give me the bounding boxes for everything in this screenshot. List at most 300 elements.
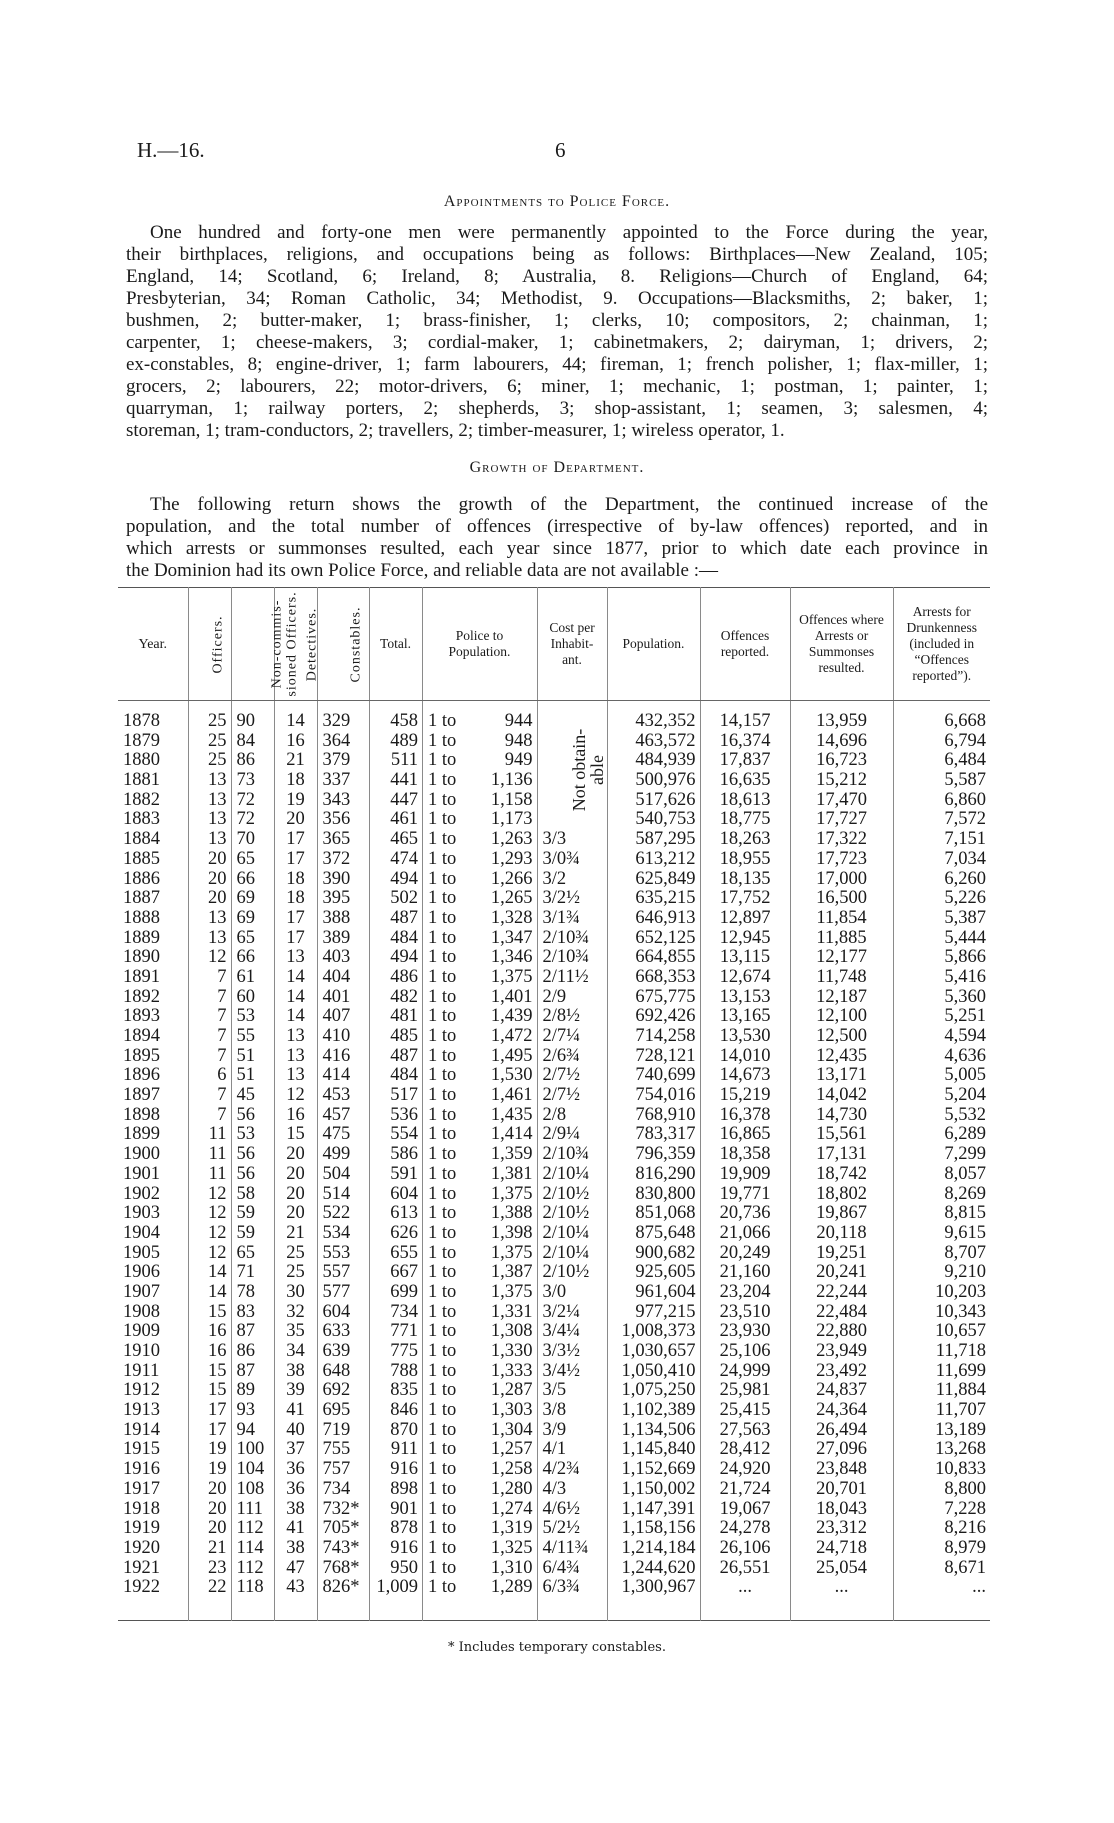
- cell-constables: 401: [317, 988, 369, 1008]
- cell-arrests: 17,131: [790, 1145, 893, 1165]
- cell-offences: 12,674: [700, 968, 790, 988]
- cell-nco: 93: [231, 1401, 274, 1421]
- cell-cost: 4/1: [537, 1440, 607, 1460]
- cell-officers: 15: [188, 1362, 231, 1382]
- cell-nco: 66: [231, 948, 274, 968]
- cell-officers: 12: [188, 1224, 231, 1244]
- cell-population: 1,150,002: [607, 1480, 700, 1500]
- cell-officers: 20: [188, 850, 231, 870]
- ratio-value: 1,266: [490, 868, 533, 889]
- cell-cost: 2/8: [537, 1106, 607, 1126]
- header-cost-per-inhabitant: Cost per Inhabit-ant.: [537, 588, 607, 701]
- cell-constables: 453: [317, 1086, 369, 1106]
- cell-nco: 69: [231, 909, 274, 929]
- table-row: [118, 850, 990, 870]
- cell-officers: 12: [188, 1244, 231, 1264]
- cell-year: 1898: [123, 1104, 160, 1125]
- cell-drunkenness: 11,718: [893, 1342, 990, 1362]
- ratio-value: 944: [504, 711, 533, 731]
- page-number: 6: [555, 138, 566, 162]
- cell-police-to-population: [422, 1500, 537, 1520]
- cell-cost: 3/3: [537, 830, 607, 850]
- cell-constables: 734: [317, 1480, 369, 1500]
- table-row: [118, 1204, 990, 1224]
- cell-nco: 51: [231, 1066, 274, 1086]
- ratio-value: 1,388: [490, 1203, 533, 1224]
- cell-detectives: 13: [274, 948, 317, 968]
- cell-population: 754,016: [607, 1086, 700, 1106]
- cell-population: 768,910: [607, 1106, 700, 1126]
- document-reference: H.—16.: [137, 138, 205, 162]
- cell-total: 494: [369, 870, 422, 890]
- cell-constables: 692: [317, 1381, 369, 1401]
- table-row: [118, 1224, 990, 1244]
- cell-nco: 65: [231, 929, 274, 949]
- cell-constables: 743*: [317, 1539, 369, 1559]
- cell-police-to-population: [422, 850, 537, 870]
- cell-nco: 86: [231, 1342, 274, 1362]
- cell-detectives: 16: [274, 732, 317, 752]
- cell-year: 1887: [123, 888, 160, 909]
- table-row: [118, 1401, 990, 1421]
- cell-cost: 2/10¼: [537, 1244, 607, 1264]
- cell-year: 1900: [123, 1144, 160, 1165]
- cell-nco: 84: [231, 732, 274, 752]
- table-row: [118, 1381, 990, 1401]
- ratio-prefix: 1 to: [428, 809, 457, 830]
- cell-cost: 2/9¼: [537, 1125, 607, 1145]
- cell-nco: 61: [231, 968, 274, 988]
- ratio-value: 1,381: [490, 1163, 533, 1184]
- ratio-prefix: 1 to: [428, 927, 457, 948]
- cell-police-to-population: [422, 810, 537, 830]
- cell-police-to-population: [422, 1047, 537, 1067]
- cell-offences: 14,157: [700, 712, 790, 732]
- header-arrests-summonses: Offences where Arrests or Summonses resulted.: [790, 588, 893, 701]
- cell-year: 1884: [123, 829, 160, 850]
- cell-detectives: 40: [274, 1421, 317, 1441]
- cell-offences: 13,153: [700, 988, 790, 1008]
- cell-year: 1879: [123, 730, 160, 751]
- ratio-prefix: 1 to: [428, 829, 457, 850]
- paragraph-line: The following return shows the growth of the Department, the continued increase of the: [150, 494, 988, 515]
- cell-police-to-population: [422, 929, 537, 949]
- cell-population: 1,147,391: [607, 1500, 700, 1520]
- cell-constables: 604: [317, 1303, 369, 1323]
- ratio-prefix: 1 to: [428, 1341, 457, 1361]
- cell-police-to-population: [422, 1066, 537, 1086]
- cell-cost: 2/10¼: [537, 1224, 607, 1244]
- cell-arrests: 23,492: [790, 1362, 893, 1382]
- cell-cost: 2/10½: [537, 1185, 607, 1205]
- cell-drunkenness: 9,615: [893, 1224, 990, 1244]
- cell-police-to-population: [422, 732, 537, 752]
- ratio-prefix: 1 to: [428, 1537, 457, 1558]
- cell-police-to-population: [422, 1125, 537, 1145]
- section-title-appointments: Appointments to Police Force.: [443, 193, 671, 210]
- cell-officers: 13: [188, 810, 231, 830]
- ratio-value: 1,287: [490, 1380, 533, 1401]
- ratio-prefix: 1 to: [428, 1478, 457, 1499]
- cell-police-to-population: [422, 968, 537, 988]
- cell-year: 1881: [123, 770, 160, 791]
- cell-constables: 648: [317, 1362, 369, 1382]
- cell-police-to-population: [422, 1519, 537, 1539]
- cell-constables: 732*: [317, 1500, 369, 1520]
- table-row: [118, 1342, 990, 1362]
- cell-offences: 25,981: [700, 1381, 790, 1401]
- cell-detectives: 13: [274, 1027, 317, 1047]
- cell-arrests: ...: [790, 1578, 893, 1598]
- cell-detectives: 17: [274, 929, 317, 949]
- cell-officers: 20: [188, 889, 231, 909]
- cell-nco: 53: [231, 1125, 274, 1145]
- cell-detectives: 34: [274, 1342, 317, 1362]
- cell-constables: 475: [317, 1125, 369, 1145]
- cell-population: 646,913: [607, 909, 700, 929]
- cell-drunkenness: 5,226: [893, 889, 990, 909]
- cell-total: 487: [369, 909, 422, 929]
- ratio-prefix: 1 to: [428, 1222, 457, 1243]
- cell-total: 613: [369, 1204, 422, 1224]
- cell-arrests: 17,000: [790, 870, 893, 890]
- cell-year: 1916: [123, 1459, 160, 1480]
- ratio-value: 1,158: [490, 789, 533, 810]
- cell-arrests: 14,730: [790, 1106, 893, 1126]
- cell-arrests: 22,484: [790, 1303, 893, 1323]
- cell-detectives: 16: [274, 1106, 317, 1126]
- cell-population: 740,699: [607, 1066, 700, 1086]
- cell-officers: 20: [188, 870, 231, 890]
- table-row: [118, 1047, 990, 1067]
- cell-detectives: 30: [274, 1283, 317, 1303]
- cell-population: 517,626: [607, 791, 700, 811]
- cell-detectives: 14: [274, 1007, 317, 1027]
- cell-year: 1903: [123, 1203, 160, 1224]
- cell-nco: 65: [231, 1244, 274, 1264]
- cell-officers: 7: [188, 988, 231, 1008]
- cell-population: 977,215: [607, 1303, 700, 1323]
- cell-total: 487: [369, 1047, 422, 1067]
- cell-police-to-population: [422, 1342, 537, 1362]
- cell-offences: 28,412: [700, 1440, 790, 1460]
- ratio-value: 1,263: [490, 829, 533, 850]
- cell-nco: 65: [231, 850, 274, 870]
- cell-cost: 3/8: [537, 1401, 607, 1421]
- cell-arrests: 11,885: [790, 929, 893, 949]
- cell-total: 626: [369, 1224, 422, 1244]
- cell-constables: 757: [317, 1460, 369, 1480]
- cell-drunkenness: ...: [893, 1578, 990, 1598]
- cell-officers: 11: [188, 1125, 231, 1145]
- cell-population: 1,300,967: [607, 1578, 700, 1598]
- cell-cost: 2/10½: [537, 1263, 607, 1283]
- cell-officers: 13: [188, 909, 231, 929]
- cell-nco: 59: [231, 1224, 274, 1244]
- cell-drunkenness: 5,532: [893, 1106, 990, 1126]
- cell-police-to-population: [422, 1322, 537, 1342]
- cell-year: 1919: [123, 1518, 160, 1539]
- cell-police-to-population: [422, 1559, 537, 1579]
- cell-drunkenness: 8,979: [893, 1539, 990, 1559]
- cell-arrests: 12,435: [790, 1047, 893, 1067]
- cell-drunkenness: 5,444: [893, 929, 990, 949]
- cell-police-to-population: [422, 948, 537, 968]
- ratio-prefix: 1 to: [428, 947, 457, 968]
- paragraph-line: One hundred and forty-one men were permanently appointed to the Force during the year,: [150, 222, 988, 243]
- cell-population: 668,353: [607, 968, 700, 988]
- cell-total: 604: [369, 1185, 422, 1205]
- ratio-prefix: 1 to: [428, 730, 457, 751]
- cell-offences: 20,736: [700, 1204, 790, 1224]
- cell-detectives: 37: [274, 1440, 317, 1460]
- header-police-to-population: Police to Population.: [422, 588, 537, 701]
- cell-detectives: 35: [274, 1322, 317, 1342]
- table-row: [118, 1263, 990, 1283]
- table-row: [118, 1322, 990, 1342]
- cell-officers: 19: [188, 1440, 231, 1460]
- ratio-value: 1,495: [490, 1045, 533, 1066]
- cell-population: 664,855: [607, 948, 700, 968]
- cell-arrests: 20,701: [790, 1480, 893, 1500]
- cell-total: 482: [369, 988, 422, 1008]
- cell-year: 1907: [123, 1281, 160, 1302]
- cell-constables: 514: [317, 1185, 369, 1205]
- cell-officers: 20: [188, 1500, 231, 1520]
- cell-cost: 2/7½: [537, 1086, 607, 1106]
- cell-cost: 3/4½: [537, 1362, 607, 1382]
- ratio-value: 1,293: [490, 848, 533, 869]
- cell-year: 1914: [123, 1419, 160, 1440]
- ratio-value: 1,375: [490, 966, 533, 987]
- table-row: [118, 1185, 990, 1205]
- cell-total: 835: [369, 1381, 422, 1401]
- cell-total: 667: [369, 1263, 422, 1283]
- cell-total: 586: [369, 1145, 422, 1165]
- cell-police-to-population: [422, 1440, 537, 1460]
- cell-year: 1891: [123, 966, 160, 987]
- cell-population: 1,145,840: [607, 1440, 700, 1460]
- cell-cost: 2/9: [537, 988, 607, 1008]
- table-row: [118, 1283, 990, 1303]
- cell-nco: 56: [231, 1106, 274, 1126]
- table-row: [118, 1539, 990, 1559]
- cell-year: 1905: [123, 1242, 160, 1263]
- cell-detectives: 20: [274, 1204, 317, 1224]
- cell-nco: 94: [231, 1421, 274, 1441]
- cell-nco: 72: [231, 810, 274, 830]
- cell-detectives: 20: [274, 1185, 317, 1205]
- cell-year: 1883: [123, 809, 160, 830]
- ratio-value: 1,303: [490, 1400, 533, 1421]
- cell-constables: 365: [317, 830, 369, 850]
- ratio-value: 1,136: [490, 770, 533, 791]
- cell-detectives: 14: [274, 968, 317, 988]
- ratio-value: 1,472: [490, 1026, 533, 1046]
- table-row: [118, 988, 990, 1008]
- cell-constables: 364: [317, 732, 369, 752]
- cell-police-to-population: [422, 1578, 537, 1598]
- cell-population: 851,068: [607, 1204, 700, 1224]
- cell-population: 875,648: [607, 1224, 700, 1244]
- cell-nco: 87: [231, 1322, 274, 1342]
- ratio-value: 1,274: [490, 1498, 533, 1519]
- cell-cost: 2/7¼: [537, 1027, 607, 1047]
- cell-constables: 639: [317, 1342, 369, 1362]
- table-row: [118, 1066, 990, 1086]
- ratio-prefix: 1 to: [428, 1104, 457, 1125]
- cell-detectives: 39: [274, 1381, 317, 1401]
- cell-offences: 19,771: [700, 1185, 790, 1205]
- ratio-value: 1,325: [490, 1537, 533, 1558]
- cell-year: 1896: [123, 1065, 160, 1086]
- cell-total: 911: [369, 1440, 422, 1460]
- table-row: [118, 870, 990, 890]
- cell-population: 432,352: [607, 712, 700, 732]
- cell-year: 1886: [123, 868, 160, 889]
- cell-nco: 70: [231, 830, 274, 850]
- cell-year: 1890: [123, 947, 160, 968]
- table-row: [118, 909, 990, 929]
- cell-offences: 14,673: [700, 1066, 790, 1086]
- cell-constables: 379: [317, 751, 369, 771]
- table-row: [118, 1460, 990, 1480]
- cell-offences: 25,106: [700, 1342, 790, 1362]
- cell-drunkenness: 5,005: [893, 1066, 990, 1086]
- cell-drunkenness: 8,671: [893, 1559, 990, 1579]
- cell-cost: 3/4¼: [537, 1322, 607, 1342]
- cell-offences: 13,530: [700, 1027, 790, 1047]
- cell-cost: 2/11½: [537, 968, 607, 988]
- cell-constables: 337: [317, 771, 369, 791]
- cell-detectives: 19: [274, 791, 317, 811]
- cell-officers: 17: [188, 1401, 231, 1421]
- cell-year: 1909: [123, 1321, 160, 1342]
- cell-population: 1,244,620: [607, 1559, 700, 1579]
- cell-total: 775: [369, 1342, 422, 1362]
- cell-police-to-population: [422, 870, 537, 890]
- ratio-prefix: 1 to: [428, 1518, 457, 1539]
- table-row: [118, 1421, 990, 1441]
- ratio-value: 1,173: [490, 809, 533, 830]
- cell-nco: 73: [231, 771, 274, 791]
- cell-total: 554: [369, 1125, 422, 1145]
- cell-cost: 4/2¾: [537, 1460, 607, 1480]
- cell-offences: 21,160: [700, 1263, 790, 1283]
- cell-arrests: 11,748: [790, 968, 893, 988]
- cell-total: 458: [369, 712, 422, 732]
- cell-cost: 3/9: [537, 1421, 607, 1441]
- cell-drunkenness: 7,034: [893, 850, 990, 870]
- ratio-value: 1,398: [490, 1222, 533, 1243]
- cell-year: 1904: [123, 1222, 160, 1243]
- cell-drunkenness: 13,268: [893, 1440, 990, 1460]
- cell-nco: 66: [231, 870, 274, 890]
- cell-total: 655: [369, 1244, 422, 1264]
- cell-arrests: 13,171: [790, 1066, 893, 1086]
- cell-arrests: 19,867: [790, 1204, 893, 1224]
- cell-arrests: 17,322: [790, 830, 893, 850]
- cell-detectives: 17: [274, 909, 317, 929]
- paragraph-line: grocers, 2; labourers, 22; motor-drivers, 6; miner, 1; mechanic, 1; postman, 1; painter, 1;: [126, 376, 988, 397]
- ratio-prefix: 1 to: [428, 1439, 457, 1460]
- cell-population: 961,604: [607, 1283, 700, 1303]
- cell-constables: 389: [317, 929, 369, 949]
- cell-drunkenness: 8,269: [893, 1185, 990, 1205]
- cell-cost: 3/2: [537, 870, 607, 890]
- cell-officers: 6: [188, 1066, 231, 1086]
- ratio-prefix: 1 to: [428, 1281, 457, 1302]
- cell-total: 898: [369, 1480, 422, 1500]
- cell-detectives: 20: [274, 1165, 317, 1185]
- cell-drunkenness: 11,699: [893, 1362, 990, 1382]
- ratio-prefix: 1 to: [428, 1459, 457, 1480]
- cell-nco: 69: [231, 889, 274, 909]
- cell-year: 1878: [123, 711, 160, 731]
- cell-detectives: 41: [274, 1401, 317, 1421]
- cell-total: 1,009: [369, 1578, 422, 1598]
- cell-police-to-population: [422, 751, 537, 771]
- cell-nco: 87: [231, 1362, 274, 1382]
- cell-total: 916: [369, 1539, 422, 1559]
- cell-officers: 25: [188, 732, 231, 752]
- cell-cost: 2/10¾: [537, 929, 607, 949]
- ratio-value: 1,333: [490, 1360, 533, 1381]
- cell-officers: 14: [188, 1283, 231, 1303]
- cell-arrests: 12,177: [790, 948, 893, 968]
- cell-officers: 12: [188, 948, 231, 968]
- cell-arrests: 18,742: [790, 1165, 893, 1185]
- cell-police-to-population: [422, 889, 537, 909]
- cell-year: 1897: [123, 1085, 160, 1106]
- cell-nco: 100: [231, 1440, 274, 1460]
- ratio-value: 1,257: [490, 1439, 533, 1460]
- cell-police-to-population: [422, 1244, 537, 1264]
- cell-offences: 18,775: [700, 810, 790, 830]
- cell-year: 1893: [123, 1006, 160, 1027]
- ratio-prefix: 1 to: [428, 1577, 457, 1598]
- cell-year: 1913: [123, 1400, 160, 1421]
- cell-officers: 7: [188, 1027, 231, 1047]
- cell-arrests: 13,959: [790, 712, 893, 732]
- ratio-prefix: 1 to: [428, 1045, 457, 1066]
- cell-arrests: 15,561: [790, 1125, 893, 1145]
- cell-total: 489: [369, 732, 422, 752]
- header-offences-reported: Offences reported.: [700, 588, 790, 701]
- cell-year: 1902: [123, 1183, 160, 1204]
- cell-total: 485: [369, 1027, 422, 1047]
- cell-detectives: 38: [274, 1539, 317, 1559]
- cell-year: 1915: [123, 1439, 160, 1460]
- cell-total: 486: [369, 968, 422, 988]
- cell-constables: 553: [317, 1244, 369, 1264]
- cell-drunkenness: 5,587: [893, 771, 990, 791]
- cell-drunkenness: 5,866: [893, 948, 990, 968]
- cell-total: 788: [369, 1362, 422, 1382]
- paragraph-line: which arrests or summonses resulted, each year since 1877, prior to which date each province in: [126, 538, 988, 559]
- cell-drunkenness: 11,707: [893, 1401, 990, 1421]
- ratio-value: 1,346: [490, 947, 533, 968]
- cell-population: 925,605: [607, 1263, 700, 1283]
- cell-offences: 21,066: [700, 1224, 790, 1244]
- ratio-prefix: 1 to: [428, 1262, 457, 1283]
- cell-offences: 15,219: [700, 1086, 790, 1106]
- ratio-prefix: 1 to: [428, 1400, 457, 1421]
- cell-cost: 3/0: [537, 1283, 607, 1303]
- cell-drunkenness: 6,860: [893, 791, 990, 811]
- cell-arrests: 15,212: [790, 771, 893, 791]
- cell-population: 714,258: [607, 1027, 700, 1047]
